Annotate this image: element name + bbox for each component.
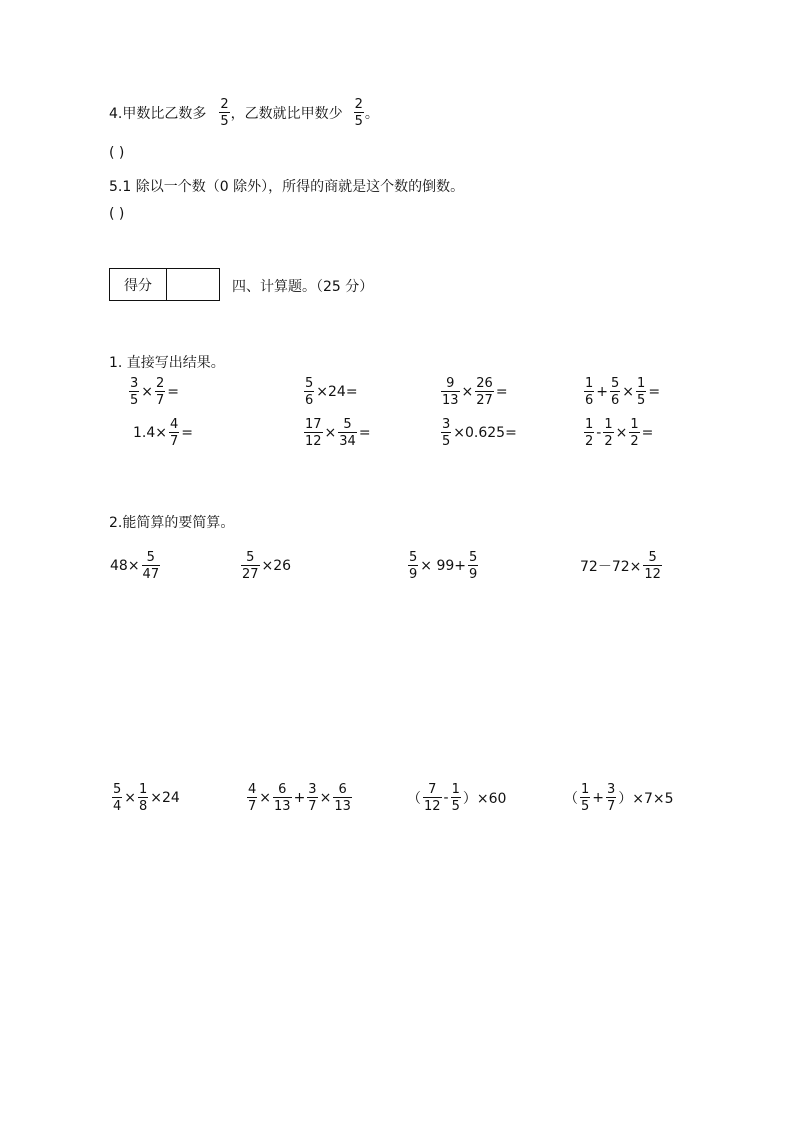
direct-item-4 <box>583 377 661 407</box>
fraction <box>636 377 646 407</box>
numerator: 4 <box>170 417 179 432</box>
fraction <box>603 418 613 448</box>
fraction <box>241 551 260 581</box>
expression-text: （ <box>564 791 578 807</box>
expression-text: - <box>443 790 449 806</box>
fraction <box>112 783 122 813</box>
expression-text: × <box>622 384 635 400</box>
denominator: 5 <box>130 393 139 408</box>
numerator: 5 <box>343 417 352 432</box>
expression-text: = <box>358 425 371 441</box>
score-box <box>109 268 220 301</box>
numerator: 4 <box>248 782 257 797</box>
fraction <box>584 418 594 448</box>
question-5: 5.1 除以一个数（0 除外），所得的商就是这个数的倒数。 <box>109 179 465 195</box>
denominator: 6 <box>611 393 620 408</box>
numerator: 5 <box>469 550 478 565</box>
fraction <box>273 783 292 813</box>
simplify-1-item-2 <box>240 551 292 581</box>
expression-text: × <box>124 790 137 806</box>
section-4-title: 四、计算题。（25 分） <box>232 279 374 295</box>
simplify-2-item-1 <box>111 783 181 813</box>
numerator: 1 <box>585 417 594 432</box>
denominator: 13 <box>334 799 351 814</box>
fraction <box>333 783 352 813</box>
expression-text: ×24 <box>150 790 180 806</box>
expression-text: + <box>293 790 306 806</box>
numerator: 3 <box>308 782 317 797</box>
numerator: 7 <box>428 782 437 797</box>
denominator: 5 <box>581 799 590 814</box>
numerator: 5 <box>305 376 314 391</box>
fraction <box>138 783 148 813</box>
simplify-1-item-3 <box>407 551 479 581</box>
expression-text: × <box>461 384 474 400</box>
fraction <box>606 783 616 813</box>
denominator: 6 <box>305 393 314 408</box>
expression-text: × 99+ <box>420 558 467 574</box>
numerator: 1 <box>630 417 639 432</box>
simplify-2-item-2 <box>246 783 353 813</box>
expression-text: ）×7×5 <box>618 791 674 807</box>
denominator: 9 <box>469 567 478 582</box>
simplify-1-item-4 <box>579 551 663 581</box>
denominator: 13 <box>274 799 291 814</box>
numerator: 9 <box>446 376 455 391</box>
denominator: 13 <box>442 393 459 408</box>
numerator: 26 <box>476 376 493 391</box>
denominator: 5 <box>442 434 451 449</box>
numerator: 5 <box>648 550 657 565</box>
numerator: 1 <box>139 782 148 797</box>
fraction <box>155 377 165 407</box>
direct-heading: 1. 直接写出结果。 <box>109 355 225 371</box>
score-field[interactable] <box>167 269 219 300</box>
fraction <box>129 377 139 407</box>
q4-prefix: 4.甲数比乙数多 <box>109 106 207 122</box>
simplify-2-item-3 <box>406 783 507 813</box>
numerator: 5 <box>113 782 122 797</box>
fraction <box>610 377 620 407</box>
q4-answer-blank[interactable]: ( ) <box>109 145 125 161</box>
q4-fraction-1: $\frac{2}{5}$ <box>220 97 229 129</box>
denominator: 27 <box>476 393 493 408</box>
denominator: 6 <box>585 393 594 408</box>
direct-item-7 <box>440 418 518 448</box>
q4-suffix: 。 <box>364 106 379 122</box>
denominator: 27 <box>242 567 259 582</box>
numerator: 5 <box>246 550 255 565</box>
numerator: 17 <box>305 417 322 432</box>
expression-text: × <box>259 790 272 806</box>
expression-text: 1.4× <box>133 425 167 441</box>
expression-text: = <box>495 384 508 400</box>
denominator: 9 <box>409 567 418 582</box>
expression-text: 72－72× <box>580 559 642 575</box>
direct-item-3 <box>440 377 509 407</box>
expression-text: + <box>596 384 609 400</box>
denominator: 5 <box>637 393 646 408</box>
expression-text: = <box>167 384 180 400</box>
numerator: 1 <box>604 417 613 432</box>
numerator: 1 <box>581 782 590 797</box>
denominator: 47 <box>142 567 160 582</box>
expression-text: × <box>615 425 628 441</box>
numerator: 1 <box>451 782 460 797</box>
expression-text: ）×60 <box>462 791 507 807</box>
expression-text: × <box>141 384 154 400</box>
fraction <box>584 377 594 407</box>
numerator: 5 <box>409 550 418 565</box>
expression-text: = <box>181 425 194 441</box>
numerator: 3 <box>607 782 616 797</box>
numerator: 1 <box>585 376 594 391</box>
question-4 <box>109 98 379 128</box>
expression-text: + <box>592 790 605 806</box>
q4-fraction-2: $\frac{2}{5}$ <box>354 97 363 129</box>
denominator: 12 <box>424 799 441 814</box>
fraction <box>475 377 494 407</box>
fraction <box>247 783 257 813</box>
numerator: 3 <box>130 376 139 391</box>
numerator: 1 <box>637 376 646 391</box>
simplify-1-item-1 <box>109 551 161 581</box>
numerator: 5 <box>146 550 155 565</box>
expression-text: × <box>319 790 332 806</box>
fraction <box>629 418 639 448</box>
denominator: 2 <box>630 434 639 449</box>
denominator: 7 <box>308 799 317 814</box>
denominator: 5 <box>451 799 460 814</box>
simplify-2-item-4 <box>563 783 675 813</box>
denominator: 4 <box>113 799 122 814</box>
expression-text: 48× <box>110 558 140 574</box>
direct-item-2 <box>303 377 359 407</box>
fraction <box>307 783 317 813</box>
expression-text: ×24= <box>316 384 358 400</box>
denominator: 34 <box>339 434 356 449</box>
fraction <box>423 783 442 813</box>
expression-text: - <box>596 425 602 441</box>
denominator: 12 <box>644 567 661 582</box>
denominator: 12 <box>305 434 322 449</box>
q4-mid: ，乙数就比甲数少 <box>230 106 343 122</box>
fraction <box>441 377 460 407</box>
denominator: 7 <box>156 393 165 408</box>
fraction <box>169 418 179 448</box>
fraction <box>580 783 590 813</box>
fraction <box>408 551 418 581</box>
expression-text: = <box>641 425 654 441</box>
denominator: 2 <box>604 434 613 449</box>
score-label: 得分 <box>110 269 167 300</box>
direct-item-8 <box>583 418 654 448</box>
expression-text: × <box>324 425 337 441</box>
fraction <box>451 783 461 813</box>
simplify-heading: 2.能简算的要简算。 <box>109 515 235 531</box>
fraction <box>142 551 161 581</box>
expression-text: = <box>648 384 661 400</box>
q5-answer-blank[interactable]: ( ) <box>109 206 125 222</box>
expression-text: ×0.625= <box>453 425 517 441</box>
numerator: 3 <box>442 417 451 432</box>
fraction <box>468 551 478 581</box>
fraction <box>304 377 314 407</box>
numerator: 2 <box>156 376 165 391</box>
denominator: 8 <box>139 799 148 814</box>
denominator: 2 <box>585 434 594 449</box>
numerator: 6 <box>278 782 287 797</box>
denominator: 7 <box>170 434 179 449</box>
expression-text: ×26 <box>261 558 292 574</box>
fraction <box>643 551 662 581</box>
direct-item-6 <box>303 418 372 448</box>
fraction <box>441 418 451 448</box>
expression-text: （ <box>407 791 421 807</box>
numerator: 6 <box>338 782 347 797</box>
direct-item-5 <box>132 418 194 448</box>
denominator: 7 <box>607 799 616 814</box>
fraction <box>304 418 323 448</box>
denominator: 7 <box>248 799 257 814</box>
fraction <box>338 418 357 448</box>
numerator: 5 <box>611 376 620 391</box>
direct-item-1 <box>128 377 180 407</box>
